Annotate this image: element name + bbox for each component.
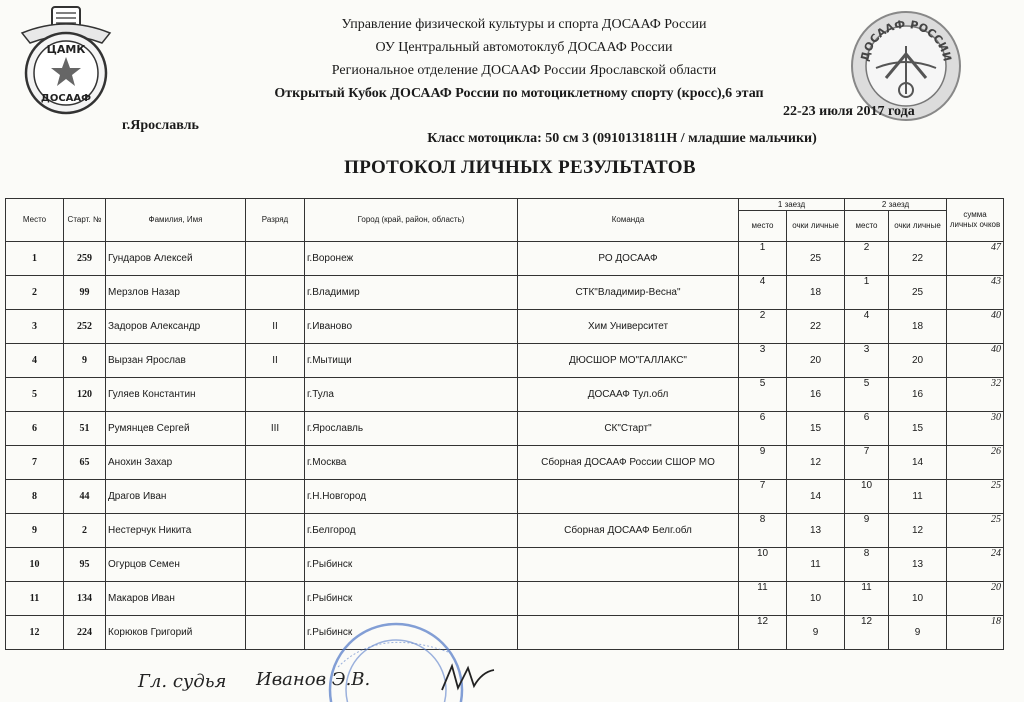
row-start-number: 134: [64, 582, 106, 616]
row-heat2-place: 5: [845, 378, 889, 412]
table-row: [6, 514, 1004, 548]
row-heat1-points: 16: [787, 378, 845, 412]
row-city: г.Иваново: [305, 310, 518, 344]
row-start-number: 95: [64, 548, 106, 582]
row-heat1-points: 12: [787, 446, 845, 480]
row-heat2-place: 12: [845, 616, 889, 650]
row-heat1-points: 11: [787, 548, 845, 582]
row-rank: III: [246, 412, 305, 446]
row-rider-name: Нестерчук Никита: [106, 514, 246, 548]
row-heat2-points: 15: [889, 412, 947, 446]
row-heat2-points: 12: [889, 514, 947, 548]
logo-right-text: ДОСААФ РОССИИ: [858, 17, 954, 63]
row-total-points: 47: [947, 242, 1004, 276]
row-place: 11: [6, 582, 64, 616]
row-heat1-place: 2: [739, 310, 787, 344]
col-header-team: Команда: [518, 199, 739, 242]
org-line-1: Управление физической культуры и спорта ДОСААФ России: [341, 17, 707, 32]
row-total-points: 25: [947, 480, 1004, 514]
row-total-points: 40: [947, 310, 1004, 344]
row-rider-name: Гундаров Алексей: [106, 242, 246, 276]
row-start-number: 120: [64, 378, 106, 412]
row-start-number: 65: [64, 446, 106, 480]
row-place: 1: [6, 242, 64, 276]
row-heat2-place: 7: [845, 446, 889, 480]
row-place: 4: [6, 344, 64, 378]
row-heat2-place: 9: [845, 514, 889, 548]
row-place: 9: [6, 514, 64, 548]
col-header-heat2-place: место: [845, 211, 889, 242]
row-team: РО ДОСААФ: [518, 242, 739, 276]
col-header-sum: сумма личных очков: [947, 199, 1004, 242]
row-heat1-points: 18: [787, 276, 845, 310]
org-line-3: Региональное отделение ДОСААФ России Ярославской области: [331, 63, 717, 78]
row-place: 3: [6, 310, 64, 344]
row-heat1-points: 10: [787, 582, 845, 616]
col-header-heat1-points: очки личные: [787, 211, 845, 242]
judge-signature: [438, 662, 498, 696]
col-header-start: Старт. №: [64, 199, 106, 242]
row-place: 7: [6, 446, 64, 480]
row-total-points: 43: [947, 276, 1004, 310]
row-total-points: 24: [947, 548, 1004, 582]
table-row: [6, 412, 1004, 446]
event-title: Открытый Кубок ДОСААФ России по мотоциклетному спорту (кросс),6 этап: [274, 86, 764, 101]
col-header-name: Фамилия, Имя: [106, 199, 246, 242]
row-place: 2: [6, 276, 64, 310]
row-team: [518, 616, 739, 650]
table-row: [6, 242, 1004, 276]
org-line-2: ОУ Центральный автомотоклуб ДОСААФ России: [375, 40, 673, 55]
row-heat1-place: 9: [739, 446, 787, 480]
col-header-rank: Разряд: [246, 199, 305, 242]
row-city: г.Рыбинск: [305, 616, 518, 650]
row-rider-name: Мерзлов Назар: [106, 276, 246, 310]
table-row: [6, 548, 1004, 582]
camk-dosaaf-logo: [14, 3, 118, 121]
row-rank: [246, 446, 305, 480]
row-heat1-points: 22: [787, 310, 845, 344]
row-team: [518, 582, 739, 616]
row-team: Сборная ДОСААФ Белг.обл: [518, 514, 739, 548]
row-city: г.Владимир: [305, 276, 518, 310]
row-heat2-points: 14: [889, 446, 947, 480]
row-rider-name: Корюков Григорий: [106, 616, 246, 650]
row-rank: [246, 276, 305, 310]
row-rank: [246, 480, 305, 514]
row-city: г.Рыбинск: [305, 582, 518, 616]
row-heat1-points: 13: [787, 514, 845, 548]
row-rider-name: Анохин Захар: [106, 446, 246, 480]
row-total-points: 32: [947, 378, 1004, 412]
protocol-title: ПРОТОКОЛ ЛИЧНЫХ РЕЗУЛЬТАТОВ: [344, 157, 696, 178]
chief-judge-label: Гл. судья: [138, 671, 227, 692]
row-heat2-place: 6: [845, 412, 889, 446]
row-total-points: 30: [947, 412, 1004, 446]
row-heat2-place: 3: [845, 344, 889, 378]
row-place: 5: [6, 378, 64, 412]
row-heat1-place: 3: [739, 344, 787, 378]
row-city: г.Тула: [305, 378, 518, 412]
row-total-points: 26: [947, 446, 1004, 480]
table-row: [6, 344, 1004, 378]
row-rider-name: Огурцов Семен: [106, 548, 246, 582]
row-city: г.Ярославль: [305, 412, 518, 446]
row-team: ДОСААФ Тул.обл: [518, 378, 739, 412]
row-heat2-points: 18: [889, 310, 947, 344]
row-heat1-place: 12: [739, 616, 787, 650]
row-rank: [246, 582, 305, 616]
row-heat1-place: 8: [739, 514, 787, 548]
row-start-number: 9: [64, 344, 106, 378]
row-start-number: 44: [64, 480, 106, 514]
row-heat2-place: 10: [845, 480, 889, 514]
row-heat2-points: 11: [889, 480, 947, 514]
row-start-number: 224: [64, 616, 106, 650]
row-rank: [246, 548, 305, 582]
row-heat2-points: 25: [889, 276, 947, 310]
row-heat1-points: 20: [787, 344, 845, 378]
row-team: [518, 480, 739, 514]
row-city: г.Белгород: [305, 514, 518, 548]
row-rank: [246, 378, 305, 412]
row-team: СТК"Владимир-Весна": [518, 276, 739, 310]
row-team: СК"Старт": [518, 412, 739, 446]
chief-judge-name: Иванов Э.В.: [256, 669, 371, 690]
row-heat2-place: 2: [845, 242, 889, 276]
row-heat2-points: 13: [889, 548, 947, 582]
row-heat1-place: 10: [739, 548, 787, 582]
col-header-heat2: 2 заезд: [845, 199, 947, 211]
row-city: г.Н.Новгород: [305, 480, 518, 514]
row-heat2-points: 10: [889, 582, 947, 616]
table-row: [6, 616, 1004, 650]
row-heat2-points: 20: [889, 344, 947, 378]
row-place: 6: [6, 412, 64, 446]
row-heat2-place: 1: [845, 276, 889, 310]
col-header-heat2-points: очки личные: [889, 211, 947, 242]
row-rank: [246, 242, 305, 276]
row-team: ДЮСШОР МО"ГАЛЛАКС": [518, 344, 739, 378]
row-heat1-points: 15: [787, 412, 845, 446]
row-rider-name: Вырзан Ярослав: [106, 344, 246, 378]
row-heat1-points: 14: [787, 480, 845, 514]
row-start-number: 252: [64, 310, 106, 344]
row-total-points: 40: [947, 344, 1004, 378]
row-rank: [246, 616, 305, 650]
row-place: 8: [6, 480, 64, 514]
table-row: [6, 480, 1004, 514]
row-rank: [246, 514, 305, 548]
row-rider-name: Задоров Александр: [106, 310, 246, 344]
row-rider-name: Драгов Иван: [106, 480, 246, 514]
logo-left-bottom-text: ДОСААФ: [40, 93, 92, 104]
row-start-number: 259: [64, 242, 106, 276]
row-start-number: 51: [64, 412, 106, 446]
row-total-points: 25: [947, 514, 1004, 548]
row-city: г.Воронеж: [305, 242, 518, 276]
row-city: г.Мытищи: [305, 344, 518, 378]
row-city: г.Рыбинск: [305, 548, 518, 582]
row-rank: II: [246, 310, 305, 344]
row-total-points: 20: [947, 582, 1004, 616]
table-row: [6, 310, 1004, 344]
col-header-place: Место: [6, 199, 64, 242]
row-rider-name: Румянцев Сергей: [106, 412, 246, 446]
row-rank: II: [246, 344, 305, 378]
row-start-number: 2: [64, 514, 106, 548]
table-row: [6, 378, 1004, 412]
row-heat2-points: 16: [889, 378, 947, 412]
logo-left-top-text: ЦАМК: [46, 43, 86, 56]
row-heat1-place: 6: [739, 412, 787, 446]
row-total-points: 18: [947, 616, 1004, 650]
row-heat2-place: 8: [845, 548, 889, 582]
event-city: г.Ярославль: [122, 118, 199, 133]
row-heat1-place: 1: [739, 242, 787, 276]
results-table: [5, 198, 1004, 650]
row-heat2-points: 22: [889, 242, 947, 276]
col-header-heat1-place: место: [739, 211, 787, 242]
row-rider-name: Гуляев Константин: [106, 378, 246, 412]
table-row: [6, 446, 1004, 480]
row-heat2-place: 11: [845, 582, 889, 616]
row-heat1-points: 25: [787, 242, 845, 276]
row-heat2-points: 9: [889, 616, 947, 650]
row-heat1-place: 11: [739, 582, 787, 616]
row-team: [518, 548, 739, 582]
row-city: г.Москва: [305, 446, 518, 480]
row-heat1-place: 4: [739, 276, 787, 310]
row-heat1-place: 7: [739, 480, 787, 514]
event-dates: 22-23 июля 2017 года: [783, 104, 915, 119]
row-place: 10: [6, 548, 64, 582]
table-row: [6, 582, 1004, 616]
col-header-heat1: 1 заезд: [739, 199, 845, 211]
row-heat1-points: 9: [787, 616, 845, 650]
table-row: [6, 276, 1004, 310]
motorcycle-class: Класс мотоцикла: 50 см 3 (0910131811Н / младшие мальчики): [427, 131, 817, 146]
row-team: Сборная ДОСААФ России СШОР МО: [518, 446, 739, 480]
row-place: 12: [6, 616, 64, 650]
col-header-city: Город (край, район, область): [305, 199, 518, 242]
row-team: Хим Университет: [518, 310, 739, 344]
row-start-number: 99: [64, 276, 106, 310]
row-rider-name: Макаров Иван: [106, 582, 246, 616]
row-heat2-place: 4: [845, 310, 889, 344]
row-heat1-place: 5: [739, 378, 787, 412]
